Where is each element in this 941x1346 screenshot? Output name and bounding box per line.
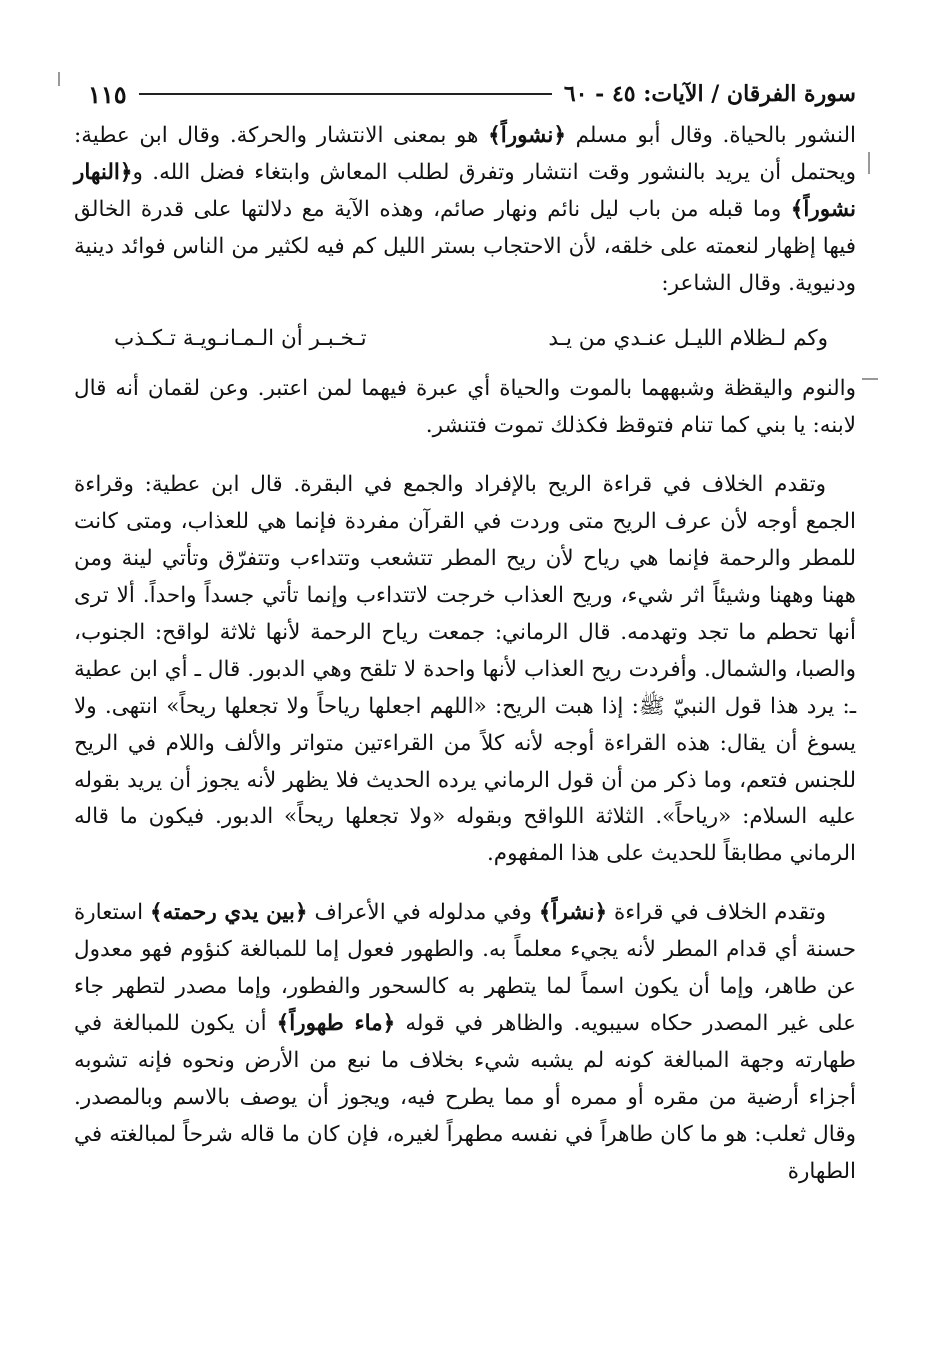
verse-first-hemistich: وكم لـظلام الليـل عنـدي من يـد <box>548 325 828 351</box>
header-rule <box>139 93 552 95</box>
paragraph-1-part-b: هو بمعنى الانتشار والحركة. وقال ابن عطية: ويحتمل أن يريد بالنشور وقت انتشار وتفرق لطلب المعاش وابتغاء فضل الله. و <box>74 123 856 185</box>
quran-quote-nushuran: ﴿نشوراً﴾ <box>488 123 566 148</box>
paragraph-3: وتقدم الخلاف في قراءة الريح بالإفراد والجمع في البقرة. قال ابن عطية: وقراءة الجمع أوجه لأن عرف الريح متى وردت في القرآن مفردة فإنما هي للعذاب، ومتى كانت للمطر والرحمة فإنما هي رياح لأن ريح المطر تتشعب وتتداءب وتتفرّق وتأتي لينة ومن ههنا وههنا وشيئاً اثر شيء، وريح العذاب خرجت لاتتداءب وإنما تأتي جسداً واحداً. ألا ترى أنها تحطم ما تجد وتهدمه. قال الرماني: جمعت رياح الرحمة لأنها ثلاثة لواقح: الجنوب، والصبا، والشمال. وأفردت ريح العذاب لأنها واحدة لا تلقح وهي الدبور. قال ـ أي ابن عطية ـ: يرد هذا قول النبيّ ﷺ: إذا هبت الريح: «اللهم اجعلها رياحاً ولا تجعلها ريحاً» انتهى. ولا يسوغ أن يقال: هذه القراءة أوجه لأنه كلاً من القراءتين متواتر والألف واللام في الريح للجنس فتعم، وما ذكر من أن قول الرماني يرده الحديث فلا يظهر لأنه يجوز أن يريد بقوله عليه السلام: «رياحاً». الثلاثة اللواقح وبقوله «ولا تجعلها ريحاً» الدبور. فيكون ما قاله الرماني مطابقاً للحديث على هذا المفهوم. <box>74 472 856 867</box>
paragraph-2: والنوم واليقظة وشبههما بالموت والحياة أي عبرة فيهما لمن اعتبر. وعن لقمان أنه قال لابنه: يا بني كما تنام فتوقظ فكذلك تموت فتنشر. <box>74 376 856 439</box>
quran-quote-annahar-nushuran: ﴿النهار نشوراً﴾ <box>74 159 857 222</box>
header-title: سورة الفرقان / الآيات: ٤٥ - ٦٠ <box>563 81 856 107</box>
paragraph-1-part-c: وما قبله من باب ليل نائم ونهار صائم، وهذه الآية مع دلالتها على قدرة الخالق فيها إظهار لنعمته على خلقه، لأن الاحتجاب بستر الليل كم فيه لكثير من الناس فوائد دينية ودنيوية. وقال الشاعر: <box>74 196 856 296</box>
paragraph-1-part-a: النشور بالحياة. وقال أبو مسلم <box>565 123 856 148</box>
margin-mark-top <box>58 72 60 86</box>
running-header <box>88 74 856 114</box>
body-text <box>74 118 856 1190</box>
paragraph-1 <box>74 118 856 303</box>
quran-quote-bayna-yaday-rahmatihi: ﴿بين يدي رحمته﴾ <box>150 900 308 926</box>
paragraph-4-part-c: استعارة حسنة أي قدام المطر لأنه يجيء معلماً به. والطهور فعول إما للمبالغة كنؤوم فهو معدول عن طاهر، وإما أن يكون اسماً لما يتطهر به كالسحور والفطور، وإما مصدر لتطهر جاء على غير المصدر حكاه سيبويه. والظاهر في قوله <box>74 900 857 1036</box>
poetry-verse <box>74 321 856 358</box>
paragraph-4-part-b: وفي مدلوله في الأعراف <box>307 900 539 926</box>
margin-mark-right <box>868 152 870 174</box>
paragraph-4-part-d: أن يكون للمبالغة في طهارته وجهة المبالغة كونه لم يشبه شيء بخلاف ما نبع من الأرض ونحوه فإنه تشوبه أجزاء أرضية من مقره أو ممره أو مما يطرح فيه، ويجوز أن يوصف بالاسم وبالمصدر. وقال ثعلب: هو ما كان طاهراً في نفسه مطهراً لغيره، فإن كان ما قاله شرحاً لمبالغته في الطهارة <box>74 1010 856 1184</box>
paragraph-4 <box>74 895 856 1190</box>
quran-quote-nushran: ﴿نشراً﴾ <box>538 900 608 926</box>
paragraph-4-part-a: وتقدم الخلاف في قراءة <box>607 900 826 926</box>
margin-mark-verse <box>862 378 878 380</box>
quran-quote-maan-tahuran: ﴿ماء طهوراً﴾ <box>276 1010 396 1036</box>
page-number: ١١٥ <box>88 79 127 109</box>
verse-second-hemistich: تـخـبـر أن الـمـانـويـة تـكـذب <box>114 325 367 351</box>
